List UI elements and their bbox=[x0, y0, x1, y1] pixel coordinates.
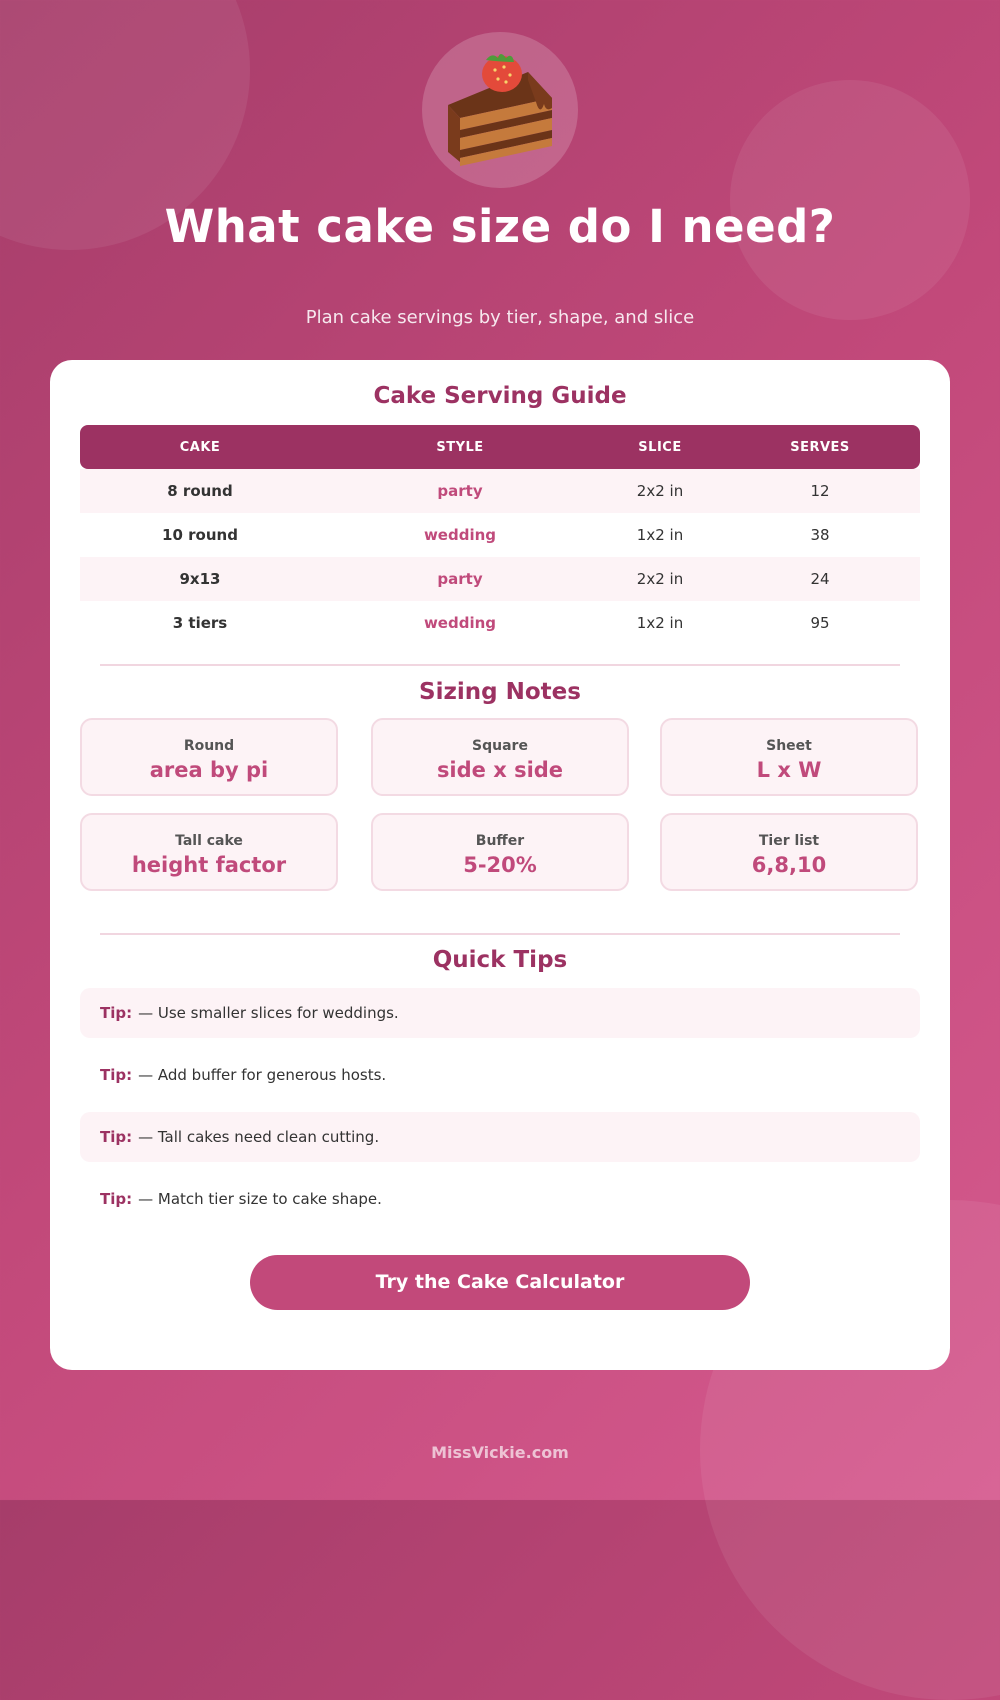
note-value: L x W bbox=[756, 758, 822, 782]
cell-style: wedding bbox=[423, 526, 497, 544]
serving-guide-title: Cake Serving Guide bbox=[373, 383, 627, 409]
note-card-square bbox=[371, 718, 629, 796]
tip-prefix: Tip: bbox=[100, 1004, 133, 1022]
section-divider bbox=[100, 664, 900, 666]
cake-slice-icon bbox=[440, 50, 560, 170]
cell-style: party bbox=[437, 482, 483, 500]
cell-cake: 8 round bbox=[167, 482, 233, 500]
page-subtitle: Plan cake servings by tier, shape, and slice bbox=[305, 307, 695, 328]
table-row bbox=[80, 469, 920, 513]
quick-tips-title: Quick Tips bbox=[432, 947, 568, 973]
content-card bbox=[50, 360, 950, 1370]
tip-text: — Add buffer for generous hosts. bbox=[138, 1066, 387, 1084]
cell-cake: 10 round bbox=[162, 526, 238, 544]
cell-style: wedding bbox=[423, 614, 497, 632]
column-header-slice: SLICE bbox=[638, 439, 682, 455]
cell-slice: 2x2 in bbox=[636, 482, 684, 500]
note-label: Square bbox=[472, 738, 528, 754]
tip-item bbox=[80, 988, 920, 1038]
page-title: What cake size do I need? bbox=[164, 200, 836, 253]
column-header-style: STYLE bbox=[436, 439, 484, 455]
section-divider bbox=[100, 933, 900, 935]
tip-item bbox=[80, 1112, 920, 1162]
cell-cake: 3 tiers bbox=[172, 614, 228, 632]
note-label: Buffer bbox=[475, 833, 525, 849]
cell-serves: 95 bbox=[810, 614, 830, 632]
cell-serves: 12 bbox=[810, 482, 830, 500]
note-label: Tall cake bbox=[175, 833, 243, 849]
tip-item bbox=[80, 1050, 920, 1100]
column-header-cake: CAKE bbox=[179, 439, 221, 455]
tip-prefix: Tip: bbox=[100, 1066, 133, 1084]
note-value: area by pi bbox=[149, 758, 269, 782]
serving-table bbox=[80, 425, 920, 645]
column-header-serves: SERVES bbox=[790, 439, 850, 455]
note-label: Tier list bbox=[758, 833, 820, 849]
cell-slice: 1x2 in bbox=[636, 526, 684, 544]
note-value: 6,8,10 bbox=[751, 853, 827, 877]
cell-slice: 1x2 in bbox=[636, 614, 684, 632]
table-header bbox=[80, 425, 920, 469]
tip-text: — Tall cakes need clean cutting. bbox=[138, 1128, 380, 1146]
tip-item bbox=[80, 1174, 920, 1224]
cell-style: party bbox=[437, 570, 483, 588]
cell-slice: 2x2 in bbox=[636, 570, 684, 588]
note-card-buffer bbox=[371, 813, 629, 891]
footer-site: MissVickie.com bbox=[431, 1443, 569, 1462]
note-card-tall-cake bbox=[80, 813, 338, 891]
tip-prefix: Tip: bbox=[100, 1128, 133, 1146]
table-row bbox=[80, 513, 920, 557]
note-card-sheet bbox=[660, 718, 918, 796]
note-card-round bbox=[80, 718, 338, 796]
hero-icon-circle bbox=[422, 32, 578, 188]
tip-text: — Use smaller slices for weddings. bbox=[138, 1004, 399, 1022]
sizing-notes-title: Sizing Notes bbox=[419, 679, 581, 705]
table-row bbox=[80, 557, 920, 601]
cell-cake: 9x13 bbox=[179, 570, 221, 588]
note-value: height factor bbox=[131, 853, 287, 877]
note-label: Round bbox=[183, 738, 235, 754]
note-label: Sheet bbox=[766, 738, 812, 754]
cake-calculator-button[interactable]: Try the Cake Calculator bbox=[250, 1255, 750, 1310]
note-value: 5-20% bbox=[463, 853, 537, 877]
table-row bbox=[80, 601, 920, 645]
cell-serves: 24 bbox=[810, 570, 830, 588]
tip-text: — Match tier size to cake shape. bbox=[138, 1190, 382, 1208]
cell-serves: 38 bbox=[810, 526, 830, 544]
note-card-tier-list bbox=[660, 813, 918, 891]
tip-prefix: Tip: bbox=[100, 1190, 133, 1208]
note-value: side x side bbox=[436, 758, 564, 782]
